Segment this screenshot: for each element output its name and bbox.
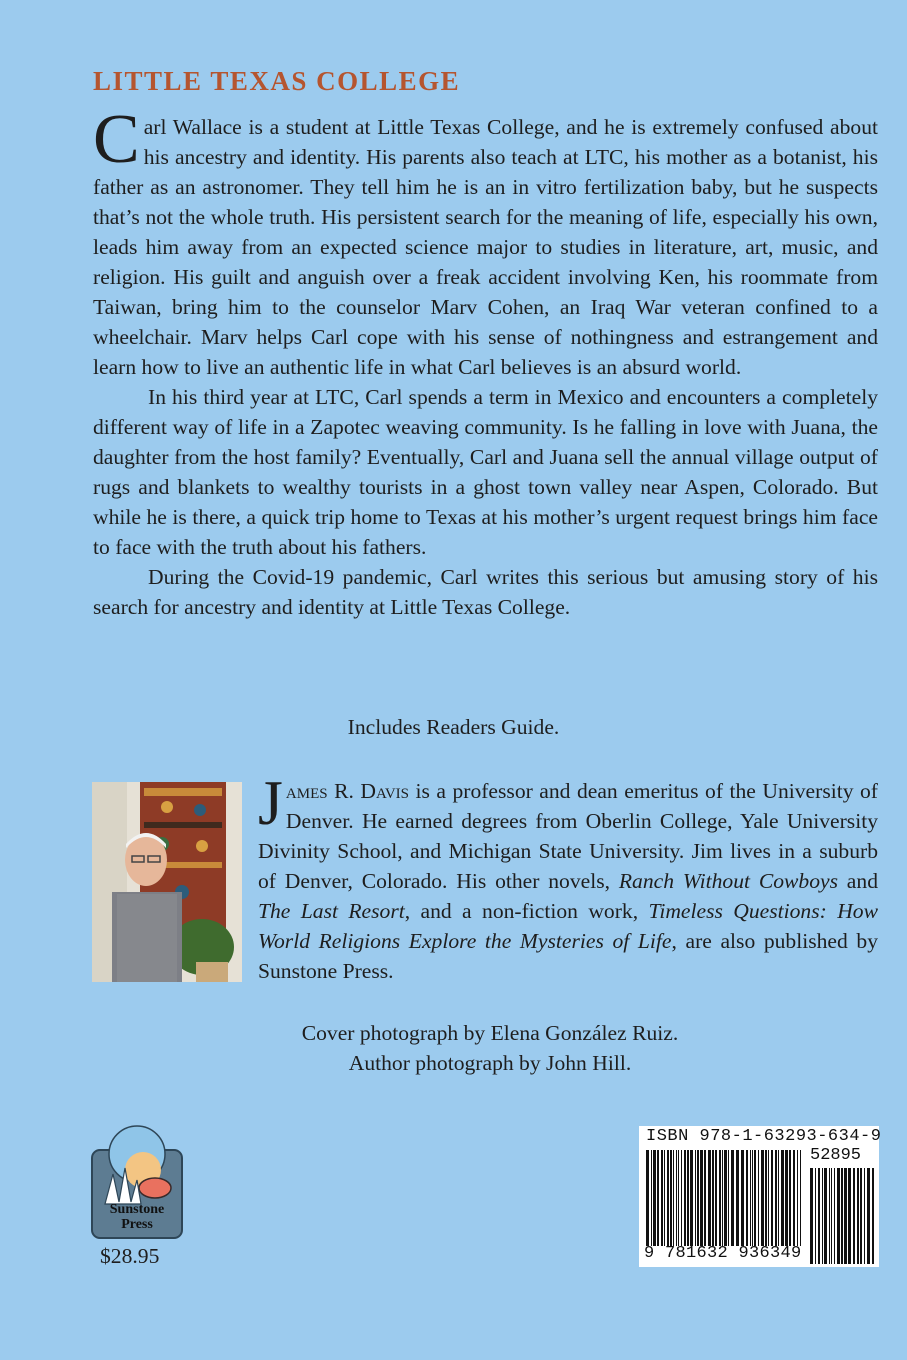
nonfiction-title: Timeless Questions: How World Religions Explore the Mysteries of Life xyxy=(258,899,878,953)
barcode-bar xyxy=(695,1150,696,1246)
barcode-bar xyxy=(800,1150,801,1246)
barcode-bar xyxy=(834,1168,835,1264)
barcode-bar xyxy=(841,1168,843,1264)
barcode-bar xyxy=(684,1150,686,1246)
barcode-bar xyxy=(793,1150,795,1246)
barcode-bar xyxy=(700,1150,703,1246)
barcode-bar xyxy=(765,1150,767,1246)
bio-text: , are also published by Sunstone Press. xyxy=(258,929,879,983)
synopsis-text-1: arl Wallace is a student at Little Texas College, and he is extremely confused about his ancestry and identity. His parents also teach at LTC, his mother as a botanist, his father as an astronomer. They tell him he is an in vitro fertilization baby, but he suspects that’s not the whole truth. His persistent search for the meaning of life, especially his own, leads him away from an expected science major to studies in literature, art, music, and religion. His guilt and anguish over a freak accident involving Ken, his roommate from Taiwan, bring him to the counselor Marv Cohen, an Iraq War veteran confined to a wheelchair. Marv helps Carl cope with his sense of nothingness and estrangement and learn how to live an authentic life in what Carl believes is an absurd world. xyxy=(93,115,878,379)
publisher-name-line1: Sunstone xyxy=(109,1202,165,1217)
barcode-bar xyxy=(781,1150,784,1246)
barcode-bar xyxy=(848,1168,851,1264)
barcode-bar xyxy=(771,1150,773,1246)
barcode-bar xyxy=(646,1150,649,1246)
barcode-bar xyxy=(678,1150,679,1246)
barcode-bar xyxy=(712,1150,714,1246)
barcode-bar xyxy=(789,1150,791,1246)
bio-text: is a professor and dean emeritus of the University of Denver. He earned degrees from Oberlin College, Yale University Divinity School, and Michigan State University. Jim lives in a suburb of Denver, Colorado. His other novels, xyxy=(258,779,879,893)
barcode-bar xyxy=(722,1150,723,1246)
barcode-bar xyxy=(831,1168,832,1264)
barcode-bar xyxy=(761,1150,764,1246)
barcode-bar xyxy=(681,1150,682,1246)
barcode-bar xyxy=(653,1150,656,1246)
barcode-bar xyxy=(719,1150,721,1246)
barcode-bar xyxy=(676,1150,677,1246)
author-photo xyxy=(92,782,242,982)
novel-title-1: Ranch Without Cowboys xyxy=(618,869,838,893)
drop-cap: C xyxy=(93,101,140,178)
barcode-bar xyxy=(857,1168,859,1264)
barcode-bar xyxy=(768,1150,769,1246)
barcode-bar xyxy=(864,1168,865,1264)
barcode-bar xyxy=(785,1150,788,1246)
barcode-bar xyxy=(667,1150,669,1246)
barcode-bar xyxy=(731,1150,734,1246)
barcode-bar xyxy=(758,1150,759,1246)
barcode-bar xyxy=(697,1150,699,1246)
barcode-bar xyxy=(670,1150,672,1246)
barcode-bar xyxy=(661,1150,663,1246)
barcode-bar xyxy=(728,1150,729,1246)
book-title: LITTLE TEXAS COLLEGE xyxy=(93,66,461,96)
synopsis-paragraph-3: During the Covid-19 pandemic, Carl writes this serious but amusing story of his search for ancestry and identity at Little Texas College. xyxy=(93,565,878,619)
barcode-bar xyxy=(690,1150,693,1246)
barcode-bar xyxy=(778,1150,779,1246)
barcode-bar xyxy=(704,1150,706,1246)
publisher-name-line2: Press xyxy=(121,1217,153,1232)
barcode-bar xyxy=(844,1168,847,1264)
novel-title-2: The Last Resort xyxy=(258,899,405,923)
barcode-bar xyxy=(664,1150,665,1246)
ean-digits: 9 781632 936349 xyxy=(644,1244,802,1263)
bio-drop-cap: J xyxy=(258,767,283,838)
barcode-bar xyxy=(853,1168,855,1264)
barcode-bar xyxy=(810,1168,813,1264)
synopsis-paragraph-2: In his third year at LTC, Carl spends a term in Mexico and encounters a completely different way of life in a Zapotec weaving community. Is he falling in love with Juana, the daughter from the host family? Eventually, Carl and Juana sell the annual village output of rugs and blankets to wealthy tourists in a ghost town valley near Aspen, Colorado. But while he is there, a quick trip home to Texas at his mother’s urgent request brings him face to face with the truth about his fathers. xyxy=(93,385,878,559)
barcode-bar xyxy=(724,1150,727,1246)
barcode-bar xyxy=(741,1150,744,1246)
barcode-bar xyxy=(746,1150,748,1246)
photo-credits xyxy=(255,1018,725,1078)
barcode-bar xyxy=(797,1150,798,1246)
barcode-bar xyxy=(715,1150,717,1246)
barcode-bar xyxy=(708,1150,711,1246)
synopsis-paragraph-1 xyxy=(93,101,878,382)
barcode-bar xyxy=(687,1150,689,1246)
price-barcode xyxy=(810,1168,874,1264)
barcode-bar xyxy=(750,1150,751,1246)
barcode-bar xyxy=(754,1150,756,1246)
synopsis xyxy=(93,101,878,622)
author-bio xyxy=(258,767,879,986)
barcode-bar xyxy=(837,1168,840,1264)
barcode-bar xyxy=(824,1168,827,1264)
barcode-bar xyxy=(657,1150,659,1246)
barcode-bar xyxy=(736,1150,739,1246)
barcode-bar xyxy=(822,1168,823,1264)
barcode-bar xyxy=(860,1168,862,1264)
isbn-text: ISBN 978-1-63293-634-9 xyxy=(646,1127,882,1146)
author-name: ames R. Davis xyxy=(285,779,410,803)
sunstone-press-logo xyxy=(91,1124,183,1240)
barcode-bar xyxy=(651,1150,652,1246)
bio-text: , and a non-fiction work, xyxy=(404,899,649,923)
author-photo-credit: Author photograph by John Hill. xyxy=(348,1051,632,1075)
barcode-bar xyxy=(673,1150,674,1246)
includes-note: Includes Readers Guide. xyxy=(347,715,560,739)
barcode-bar xyxy=(867,1168,870,1264)
barcode-bar xyxy=(752,1150,753,1246)
ean-barcode xyxy=(646,1150,804,1246)
barcode-bar xyxy=(829,1168,830,1264)
price: $28.95 xyxy=(100,1244,160,1268)
barcode-bar xyxy=(775,1150,777,1246)
barcode-bar xyxy=(815,1168,816,1264)
price-code: 52895 xyxy=(810,1146,862,1165)
bio-text: and xyxy=(838,869,878,893)
barcode-bar xyxy=(872,1168,874,1264)
barcode-bar xyxy=(818,1168,820,1264)
cover-photo-credit: Cover photograph by Elena González Ruiz. xyxy=(301,1021,679,1045)
